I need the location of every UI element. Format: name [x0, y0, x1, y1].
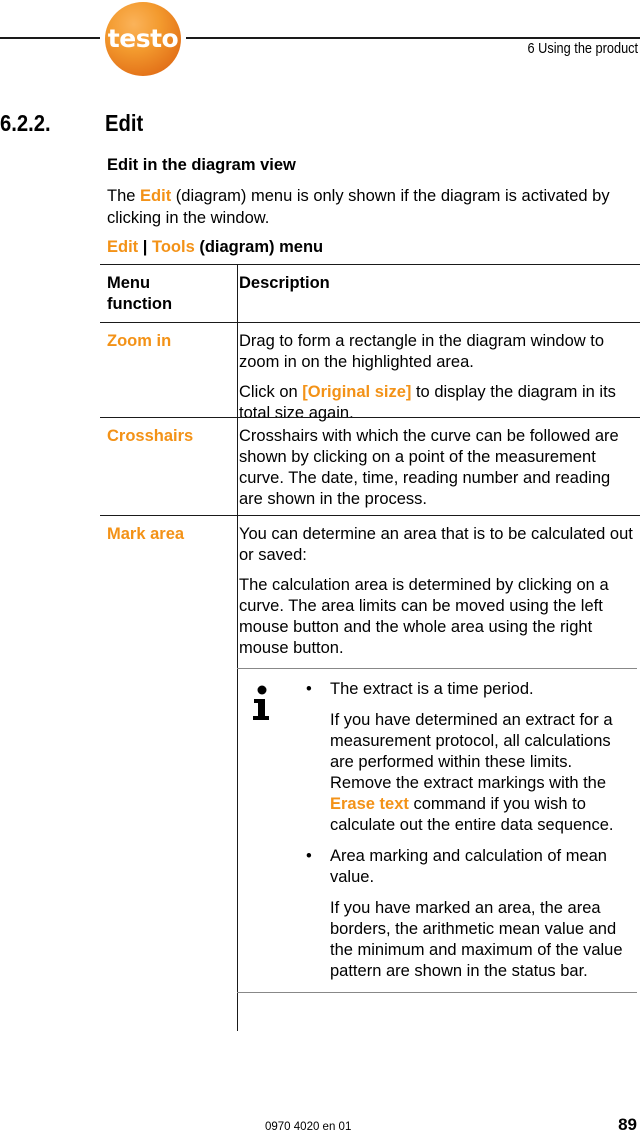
zoom-desc-2-pre: Click on [239, 383, 303, 401]
table-row-zoom [100, 322, 640, 422]
crosshairs-description [237, 418, 637, 510]
intro-post: (diagram) menu is only shown if the diagram is activated by clicking in the window. [107, 187, 610, 227]
menu-edit: Edit [107, 238, 139, 256]
intro-highlight: Edit [140, 187, 172, 205]
menu-rest: (diagram) menu [194, 238, 324, 256]
erase-text-label: Erase text [330, 795, 409, 813]
table-row-crosshairs [100, 417, 640, 515]
crosshairs-label: Crosshairs [107, 427, 194, 445]
note-bullet-1 [237, 679, 637, 836]
menu-heading [107, 238, 323, 257]
subheading: Edit in the diagram view [107, 156, 296, 174]
table-row-mark-area [100, 515, 640, 1031]
column-divider [237, 265, 238, 322]
table-header-row [100, 264, 640, 322]
footer-doc-id: 0970 4020 en 01 [265, 1121, 352, 1133]
mark-area-description [237, 516, 637, 993]
mark-area-label: Mark area [107, 525, 185, 543]
note-bullet-2 [237, 846, 637, 982]
bullet-2-text: Area marking and calculation of mean value. [330, 847, 607, 886]
logo-text: testo [107, 23, 179, 53]
zoom-desc-1: Drag to form a rectangle in the diagram window to zoom in on the highlighted area. [239, 332, 605, 371]
section-number: 6.2.2. [0, 110, 51, 136]
testo-logo [105, 2, 181, 76]
mark-desc-1: You can determine an area that is to be calculated out or saved: [239, 525, 633, 564]
crosshairs-desc: Crosshairs with which the curve can be followed are shown by clicking on a point of the measurement curve. The date, time, reading number and reading are shown in the process. [239, 427, 619, 508]
header-rule-right [186, 37, 640, 39]
zoom-in-label: Zoom in [107, 332, 172, 350]
intro-paragraph [107, 185, 627, 229]
header-menu-function: Menu function [107, 274, 173, 313]
info-note [237, 668, 637, 993]
zoom-desc-2-post: to display the diagram in its total size again. [239, 383, 616, 422]
zoom-in-description [237, 323, 637, 424]
original-size-label: [Original size] [302, 383, 412, 401]
header-description: Description [239, 274, 330, 292]
note-para-2: If you have marked an area, the area borders, the arithmetic mean value and the minimum and maximum of the value pattern are shown in the status bar. [330, 899, 623, 980]
bullet-dot: • [306, 680, 312, 698]
footer-page-number: 89 [618, 1115, 637, 1134]
header-rule-left [0, 37, 100, 39]
menu-tools: Tools [151, 238, 195, 256]
intro-pre: The [107, 187, 141, 205]
note-para-1 [330, 710, 637, 836]
menu-sep: | [138, 238, 152, 256]
chapter-title: 6 Using the product [527, 40, 638, 57]
bullet-dot: • [306, 847, 312, 865]
column-divider [237, 323, 238, 417]
bullet-1-text: The extract is a time period. [330, 680, 534, 698]
note-para-1-pre: If you have determined an extract for a measurement protocol, all calculations are performed within these limits. Remove the extract markings with the [330, 711, 613, 792]
note-para-1-post: command if you wish to calculate out the entire data sequence. [330, 795, 614, 834]
mark-desc-2: The calculation area is determined by clicking on a curve. The area limits can be moved using the left mouse button and the whole area using the right mouse button. [239, 576, 609, 657]
column-divider [237, 418, 238, 515]
section-title: Edit [105, 110, 144, 136]
menu-table [100, 264, 640, 1031]
